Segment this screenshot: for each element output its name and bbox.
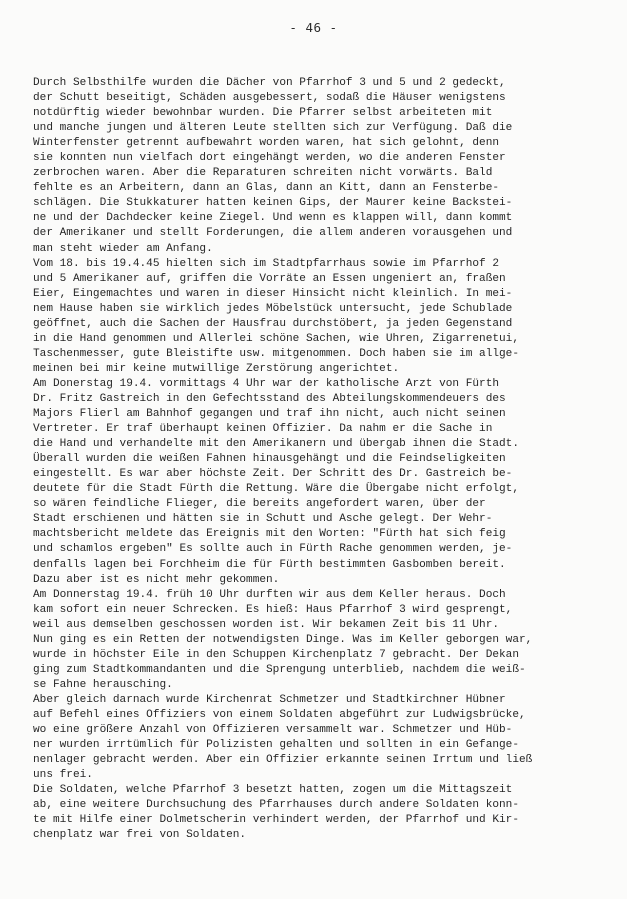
document-body (33, 76, 613, 843)
text-line: Am Donerstag 19.4. vormittags 4 Uhr war der katholische Arzt von Fürth (33, 377, 500, 390)
text-line: wurde in höchster Eile in den Schuppen Kirchenplatz 7 gebracht. Der Dekan (33, 648, 519, 661)
text-line: meinen bei mir keine mutwillige Zerstörung angerichtet. (33, 362, 400, 375)
text-line: ner wurden irrtümlich für Polizisten gehalten und sollten in ein Gefange- (33, 739, 519, 752)
text-line: der Schutt beseitigt, Schäden ausgebessert, sodaß die Häuser wenigstens (33, 92, 506, 105)
text-line: nenlager gebracht werden. Aber ein Offizier erkannte seinen Irrtum und ließ (33, 754, 533, 767)
text-line: wo eine größere Anzahl von Offizieren versammelt war. Schmetzer und Hüb- (33, 724, 513, 737)
text-line: te mit Hilfe einer Dolmetscherin verhindert werden, der Pfarrhof und Kir- (33, 814, 519, 827)
text-line: Durch Selbsthilfe wurden die Dächer von Pfarrhof 3 und 5 und 2 gedeckt, (33, 77, 506, 89)
text-line: notdürftig wieder bewohnbar wurden. Die Pfarrer selbst arbeiteten mit (33, 107, 493, 120)
text-line: der Amerikaner und stellt Forderungen, die allem anderen vorausgehen und (33, 227, 513, 240)
text-line: eingestellt. Es war aber höchste Zeit. Der Schritt des Dr. Gastreich be- (33, 468, 513, 481)
text-line: ne und der Dachdecker keine Ziegel. Und wenn es klappen will, dann kommt (33, 212, 513, 225)
text-line: zerbrochen waren. Aber die Reparaturen schreiten nicht vorwärts. Bald (33, 167, 493, 180)
page-number: - 46 - (289, 20, 338, 35)
text-line: und schamlos ergeben" Es sollte auch in Fürth Rache genommen werden, je- (33, 543, 513, 556)
text-line: se Fahne herausching. (33, 678, 173, 691)
text-line: Eier, Eingemachtes und waren in dieser Hinsicht nicht kleinlich. In mei- (33, 287, 513, 300)
text-line: Majors Flierl am Bahnhof gegangen und traf ihn nicht, auch nicht seinen (33, 408, 506, 421)
text-line: nem Hause haben sie wirklich jedes Möbelstück untersucht, jede Schublade (33, 302, 513, 315)
text-line: Dr. Fritz Gastreich in den Gefechtsstand des Abteilungskommendeuers des (33, 392, 506, 405)
text-line: Winterfenster getrennt aufbewahrt worden waren, hat sich gelohnt, denn (33, 137, 500, 150)
text-line: Vom 18. bis 19.4.45 hielten sich im Stadtpfarrhaus sowie im Pfarrhof 2 (33, 257, 500, 270)
text-line: die Hand und verhandelte mit den Amerikanern und übergab ihnen die Stadt. (33, 438, 519, 451)
text-line: geöffnet, auch die Sachen der Hausfrau durchstöbert, ja jeden Gegenstand (33, 317, 513, 330)
text-line: in die Hand genommen und Allerlei schöne Sachen, wie Uhren, Zigarrenetui, (33, 332, 519, 345)
text-line: schlägen. Die Stukkaturer hatten keinen Gips, der Maurer keine Backstei- (33, 197, 513, 210)
text-line: ab, eine weitere Durchsuchung des Pfarrhauses durch andere Soldaten konn- (33, 799, 519, 812)
text-line: Aber gleich darnach wurde Kirchenrat Schmetzer und Stadtkirchner Hübner (33, 693, 506, 706)
text-line: uns frei. (33, 769, 93, 782)
text-line: auf Befehl eines Offiziers von einem Soldaten abgeführt zur Ludwigsbrücke, (33, 708, 526, 721)
text-line: Überall wurden die weißen Fahnen hinausgehängt und die Feindseligkeiten (33, 453, 506, 466)
text-line: und 5 Amerikaner auf, griffen die Vorräte an Essen ungeniert an, fraßen (33, 272, 506, 285)
text-line: man steht wieder am Anfang. (33, 242, 213, 255)
text-line: Am Donnerstag 19.4. früh 10 Uhr durften wir aus dem Keller heraus. Doch (33, 588, 506, 601)
text-line: kam sofort ein neuer Schrecken. Es hieß: Haus Pfarrhof 3 wird gesprengt, (33, 603, 513, 616)
text-line: so wären feindliche Flieger, die bereits angefordert waren, über der (33, 498, 486, 511)
text-line: weil aus demselben geschossen worden ist. Wir bekamen Zeit bis 11 Uhr. (33, 618, 500, 631)
text-line: und manche jungen und älteren Leute stellten sich zur Verfügung. Daß die (33, 122, 513, 135)
text-line: machtsbericht meldete das Ereignis mit den Worten: "Fürth hat sich feig (33, 528, 506, 541)
text-line: Stadt erschienen und hätten sie in Schutt und Asche gelegt. Der Wehr- (33, 513, 493, 526)
text-line: deutete für die Stadt Fürth die Rettung. Wäre die Übergabe nicht erfolgt, (33, 483, 519, 496)
text-line: sie konnten nun vielfach dort eingehängt werden, wo die anderen Fenster (33, 152, 506, 165)
text-line: Taschenmesser, gute Bleistifte usw. mitgenommen. Doch haben sie im allge- (33, 347, 519, 360)
text-line: Die Soldaten, welche Pfarrhof 3 besetzt hatten, zogen um die Mittagszeit (33, 784, 513, 797)
text-line: Vertreter. Er traf überhaupt keinen Offizier. Da nahm er die Sache in (33, 423, 493, 436)
text-line: ging zum Stadtkommandanten und die Sprengung unterblieb, nachdem die weiß- (33, 663, 526, 676)
text-line: Dazu aber ist es nicht mehr gekommen. (33, 573, 280, 586)
text-line: fehlte es an Arbeitern, dann an Glas, dann an Kitt, dann an Fensterbe- (33, 182, 500, 195)
text-line: denfalls lagen bei Forchheim die für Fürth bestimmten Gasbomben bereit. (33, 558, 506, 571)
text-line: chenplatz war frei von Soldaten. (33, 829, 247, 842)
text-line: Nun ging es ein Retten der notwendigsten Dinge. Was im Keller geborgen war, (33, 633, 533, 646)
